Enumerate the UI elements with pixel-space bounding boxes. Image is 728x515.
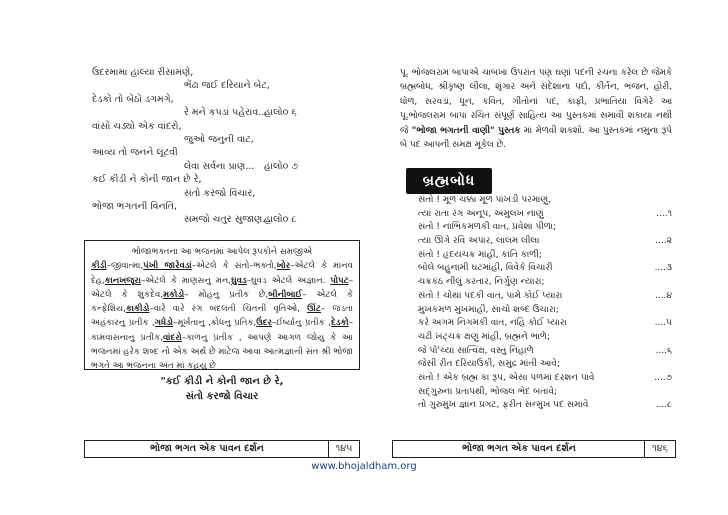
verse-line	[92, 79, 362, 92]
poem-line	[418, 235, 672, 249]
poem-text: સદ્‌ગુરુના પ્રતાપથી, ભોજલ ભેદ બતાવે;	[418, 386, 558, 397]
section-banner: બ્રહ્મબોધ	[406, 168, 492, 194]
page-number: ૧૪૬	[644, 441, 675, 457]
poem-number: ....૪	[654, 290, 672, 301]
poem-line	[418, 194, 672, 208]
poem-number: ....૬	[655, 345, 672, 356]
verse-line	[92, 200, 362, 213]
verse-text: જુઓ જનુની વાટ,	[184, 133, 254, 145]
poem-line	[418, 317, 672, 331]
box-body: કીડી–જીવાત્મા,પંખી જારેવડાં–એટલે કે સંતો–ભક્તો,ખોર–એટલે કે માનવ દેહ,કાનખજૂરા–એટલે કે માણસનુ મન,ઘુવડ–ઘુવડ એટલે અજ્ઞાન. પોપટ–એટલે કે શુકદેવ,મકોડો– મોહનુ પ્રતીક છે,બીનીબાઈ– એટલે કે કન્ફેશિય,કાકીડો–વારે વારે રંગ બદલતી ચિતની વૃતિઓ, ઊંટ– જડતા અહંકારનુ પ્રતીક ,ગધેડો–મૂર્ખતાનુ ,ક્રોધનુ પ્રતિક,ઉંદર–ઈર્ષ્યાનુ પ્રતીક ,દેડકો– કામવાસનાનુ પ્રતીક,વાંદરો–કાળનુ પ્રતીક , આપણે આગળ જોયુ કે આ ભજનમાં હરેક શબ્દ નો એક અર્થ છે માટેજ આવા આત્મજ્ઞાની સંત શ્રી ભોજા ભગતે આ ભજનના અંત માં કહયુ છે	[91, 261, 354, 372]
website-url[interactable]: www.bhojaldham.org	[311, 461, 417, 472]
poem-line	[418, 345, 672, 359]
poem-line	[418, 386, 672, 400]
quote-line-2: સંતો કરજો વિચાર	[185, 390, 259, 402]
footer-left	[84, 440, 360, 458]
page-number: ૧૪૫	[328, 441, 359, 457]
poem-text: બોલે બહુનામી ઘટમાંહી, વિવેકે વિચારી	[418, 263, 553, 274]
poem-text: કરે અગમ નિગમકી વાત, નહિ કોઈ પ્યારા	[418, 318, 567, 329]
footer-title: ભોજા ભગત એક પાવન દર્શન	[462, 443, 576, 454]
poem-line	[418, 276, 672, 290]
verse-line	[92, 160, 362, 173]
poem-text: જેસી રીત દરિયાઉકી, સમુદ્ર માંતી આવે;	[418, 359, 560, 370]
poem-text: સંતો ! ચોથા પદકી વાત, પામે કોઈ પ્યારા	[418, 290, 563, 301]
poem-text: ચઢી ખટ્ચક્ર ક્ષણું માંહી, બ્રહ્મને ભાળે;	[418, 331, 551, 342]
verse-text: વાંસો ચડ્યો એક વાંદરો,	[92, 120, 182, 132]
verse-text: ભેંઢા જઈ દરિયાને બેટ,	[184, 80, 270, 92]
right-page	[392, 60, 676, 458]
verse-line	[92, 133, 362, 146]
poem-line	[418, 358, 672, 372]
poem-text: ત્યાં ઊગે રવિ અપાર, લાલમ લીલા	[418, 236, 540, 247]
poem-block	[418, 194, 672, 413]
verse-text: ઉદરમામા હાલ્યા રીસામણે,	[92, 67, 194, 78]
verse-text: કઈ કીડી ને કોની જાન છે રે,	[92, 174, 202, 186]
left-page	[80, 60, 364, 458]
verse-line	[92, 213, 362, 226]
poem-text: સંતો ! હૃદયચક્ર માંહી, કાંતિ કાળી;	[418, 249, 542, 260]
poem-number: ....૧	[656, 208, 672, 219]
verse-text: સંતો કરજો વિચાર,	[184, 187, 256, 199]
verse-line	[92, 106, 362, 119]
verse-text: આવ્ય તો જનને લૂંટવી	[92, 147, 178, 159]
poem-line	[418, 331, 672, 345]
poem-line	[418, 262, 672, 276]
verse-number: હાલો૦ ૮	[264, 214, 297, 226]
poem-line	[418, 304, 672, 318]
footer-right	[392, 440, 676, 458]
poem-text: મુખકમળ મુખમાંહી, સાચો શબ્દ ઉચારા;	[418, 304, 559, 315]
box-heading: ભોજાભક્તના આ ભજનમાં આપેલ રૂપકોને સમજીએ	[131, 247, 313, 257]
verse-line	[92, 187, 362, 200]
verse-number: હાલો૦ ૬	[264, 107, 297, 119]
poem-line	[418, 372, 672, 386]
poem-number: ....૩	[654, 263, 672, 274]
poem-text: સંતો ! એક બ્રહ્મ કા રૂપ, એસા પળમાં દરશન પાવે	[418, 372, 595, 383]
verse-text: રે મને કપડાં પહેરાવ...	[184, 107, 268, 119]
poem-line	[418, 249, 672, 263]
poem-number: ....૭	[654, 372, 672, 383]
verse-line	[92, 120, 362, 133]
verse-line	[92, 173, 362, 186]
footer-title: ભોજા ભગત એક પાવન દર્શન	[150, 443, 264, 454]
verse-text: સમજો ચતુર સુજાણ...	[184, 214, 272, 226]
verse-block	[92, 66, 362, 227]
poem-text: સંતો ! નાભિકમળકી વાત, પ્રવેશા પીળા;	[418, 222, 557, 233]
poem-number: ....૫	[654, 318, 672, 329]
verse-text: ભોજા ભગતની વિનતિ,	[92, 200, 177, 212]
poem-line	[418, 290, 672, 304]
verse-number: હાલો૦ ૭	[264, 160, 298, 172]
poem-text: ત્યાં રાતા રંગ અનૂપ, અમુલખ નાણું	[418, 208, 544, 219]
poem-text: સંતો ! મૂળ ચક્કા મૂળ પાંખડી પરમાણું,	[418, 195, 552, 205]
quote-line-1: "કઈ કીડી ને કોની જાન છે રે,	[160, 375, 284, 387]
poem-line	[418, 208, 672, 222]
poem-line	[418, 399, 672, 413]
poem-number: ....૮	[655, 400, 672, 411]
poem-line	[418, 221, 672, 235]
poem-text: ચક્રકંઠ નીલું કરતાર, નિર્ગુણ ન્યારા;	[418, 277, 545, 288]
explanation-box	[84, 240, 360, 402]
poem-text: જે પોં'ચ્યાં સાત્વિક્ષ, વસ્તુ નિહાળે	[418, 345, 534, 356]
intro-paragraph: પૂ. ભોજલરામ બાપાએ ચાબખા ઉપરાંત પણ ઘણાં પદની રચના કરેલ છે જેમકે બ્રહ્મબોધ, શ્રીકૃષ્ણ લીલા, શૃંગાર અને સંદેશાના પદો, કીર્તન, ભજન, હોરી, ધોળ, સરવડાં, ધૂન, કવિત, ગીતોનાં પદ, કાફી, પ્રભાતિયા વિગેરે આ પૂ.ભોજલરામ બાપા રચિત સંપૂર્ણ સાહિત્ય આ પુસ્તકમાં સમાવી શકાયા નથી જે "ભોજા ભગતની વાણી" પુસ્તક માં મેળવી શકશો. આ પુસ્તકમાં નમુના રૂપે બે પદ આપની સમક્ષ મૂકેલ છે.	[400, 68, 672, 151]
book-title: "ભોજા ભગતની વાણી" પુસ્તક	[411, 125, 521, 136]
verse-text: દેડકો તો બેઠો ડગમગે,	[92, 93, 174, 105]
verse-line	[92, 93, 362, 106]
poem-text: તો ગુરુમુખ જ્ઞાન પ્રગટ, ફરીત સન્મુખ પદ સમાવે	[418, 400, 589, 411]
verse-line	[92, 146, 362, 159]
verse-line	[92, 66, 362, 79]
verse-text: લેવા સર્વના પ્રાણ...	[184, 160, 255, 172]
poem-number: ....૨	[655, 236, 672, 247]
